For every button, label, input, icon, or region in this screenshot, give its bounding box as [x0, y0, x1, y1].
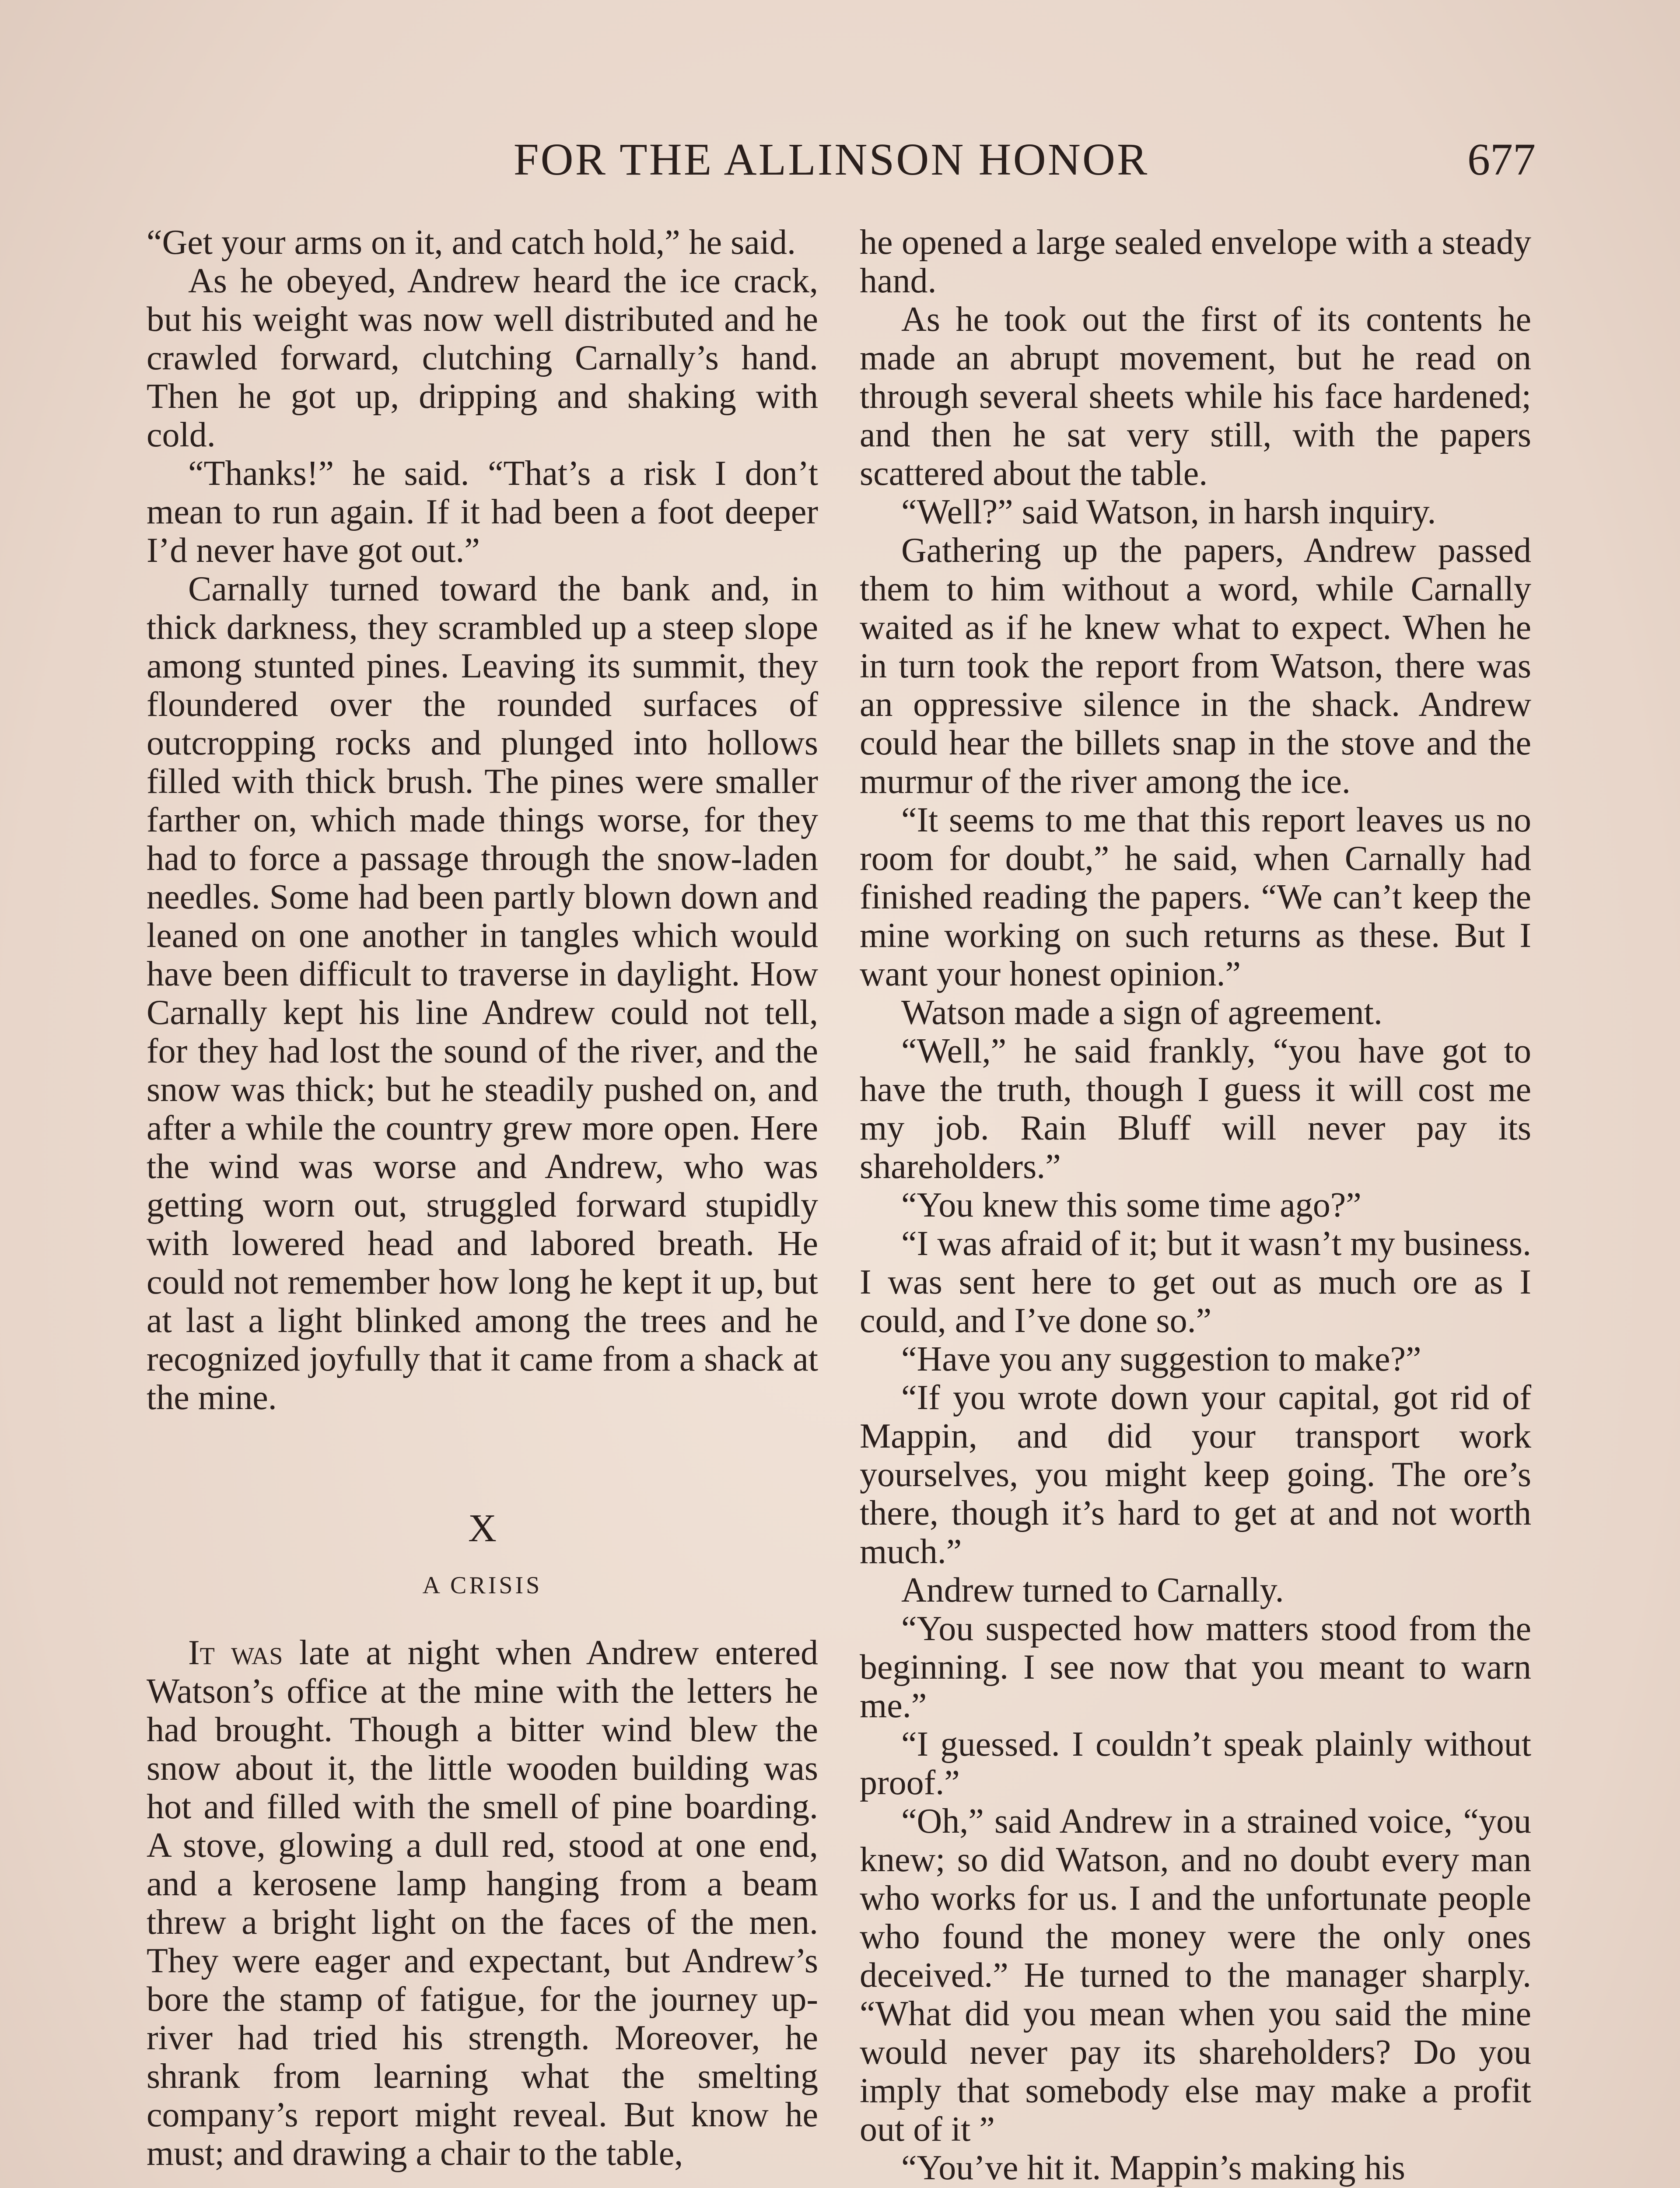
paragraph: “Thanks!” he said. “That’s a risk I don’t mean to run again. If it had been a foot deeper I’d never have got out.”	[147, 454, 818, 570]
paragraph: “It seems to me that this report leaves us no room for doubt,” he said, when Carnally had finished reading the papers. “We can’t keep the mine working on such returns as these. But I want your honest opinion.”	[860, 801, 1531, 993]
right-column	[860, 223, 1531, 2187]
running-title: FOR THE ALLINSON HONOR	[513, 134, 1149, 185]
chapter-opening-paragraph	[147, 1634, 818, 2173]
paragraph: “Have you any suggestion to make?”	[901, 1340, 1421, 1378]
paragraph: “Well,” he said frankly, “you have got to have the truth, though I guess it will cost me my job. Rain Bluff will never pay its shareholders.”	[860, 1032, 1531, 1186]
paragraph: As he obeyed, Andrew heard the ice crack, but his weight was now well distributed and he crawled forward, clutching Carnally’s hand. Then he got up, dripping and shaking with cold.	[147, 262, 818, 454]
paragraph: “I guessed. I couldn’t speak plainly without proof.”	[860, 1725, 1531, 1802]
paragraph: “Get your arms on it, and catch hold,” he said.	[147, 223, 796, 262]
paragraph: “You’ve hit it. Mappin’s making his	[901, 2149, 1405, 2187]
paragraph: Gathering up the papers, Andrew passed them to him without a word, while Carnally waited as if he knew what to expect. When he in turn took the report from Watson, there was an oppressive silence in the shack. Andrew could hear the billets snap in the stove and the murmur of the river among the ice.	[860, 531, 1531, 801]
chapter-opening-text: late at night when Andrew entered Watson’s office at the mine with the letters he had brought. Though a bitter wind blew the snow about it, the little wooden building was hot and filled with the smell of pine boarding. A stove, glowing a dull red, stood at one end, and a kerosene lamp hanging from a beam threw a bright light on the faces of the men. They were eager and expectant, but Andrew’s bore the stamp of fatigue, for the journey up-river had tried his strength. Moreover, he shrank from learning what the smelting company’s report might reveal. But know he must; and drawing a chair to the table,	[147, 1634, 818, 2173]
chapter-opening-smallcaps: It was	[188, 1634, 283, 1672]
paragraph: Andrew turned to Carnally.	[901, 1571, 1284, 1609]
paragraph: “If you wrote down your capital, got rid of Mappin, and did your transport work yourselves, you might keep going. The ore’s there, though it’s hard to get at and not worth much.”	[860, 1378, 1531, 1571]
page-number: 677	[1467, 134, 1536, 185]
paragraph: “You suspected how matters stood from the beginning. I see now that you meant to warn me.”	[860, 1609, 1531, 1725]
left-column	[147, 223, 818, 2173]
paragraph: “I was afraid of it; but it wasn’t my business. I was sent here to get out as much ore as I could, and I’ve done so.”	[860, 1224, 1531, 1340]
paragraph: “You knew this some time ago?”	[901, 1186, 1362, 1224]
paragraph: Carnally turned toward the bank and, in thick darkness, they scrambled up a steep slope among stunted pines. Leaving its summit, they floundered over the rounded surfaces of outcropping rocks and plunged into hollows filled with thick brush. The pines were smaller farther on, which made things worse, for they had to force a passage through the snow-laden needles. Some had been partly blown down and leaned on one another in tangles which would have been difficult to traverse in daylight. How Carnally kept his line Andrew could not tell, for they had lost the sound of the river, and the snow was thick; but he steadily pushed on, and after a while the country grew more open. Here the wind was worse and Andrew, who was getting worn out, struggled forward stupidly with lowered head and labored breath. He could not remember how long he kept it up, but at last a light blinked among the trees and he recognized joyfully that it came from a shack at the mine.	[147, 570, 818, 1417]
paragraph: As he took out the first of its contents he made an abrupt movement, but he read on through several sheets while his face hardened; and then he sat very still, with the papers scattered about the table.	[860, 300, 1531, 493]
paragraph-continuation: he opened a large sealed envelope with a steady hand.	[860, 223, 1531, 300]
chapter-number: X	[468, 1507, 497, 1550]
chapter-title: A CRISIS	[422, 1572, 542, 1599]
paragraph: “Oh,” said Andrew in a strained voice, “you knew; so did Watson, and no doubt every man who works for us. I and the unfortunate people who found the money were the only ones deceived.” He turned to the manager sharply. “What did you mean when you said the mine would never pay its shareholders? Do you imply that somebody else may make a profit out of it ”	[860, 1802, 1531, 2149]
paragraph: “Well?” said Watson, in harsh inquiry.	[901, 493, 1436, 531]
paragraph: Watson made a sign of agreement.	[901, 993, 1382, 1032]
